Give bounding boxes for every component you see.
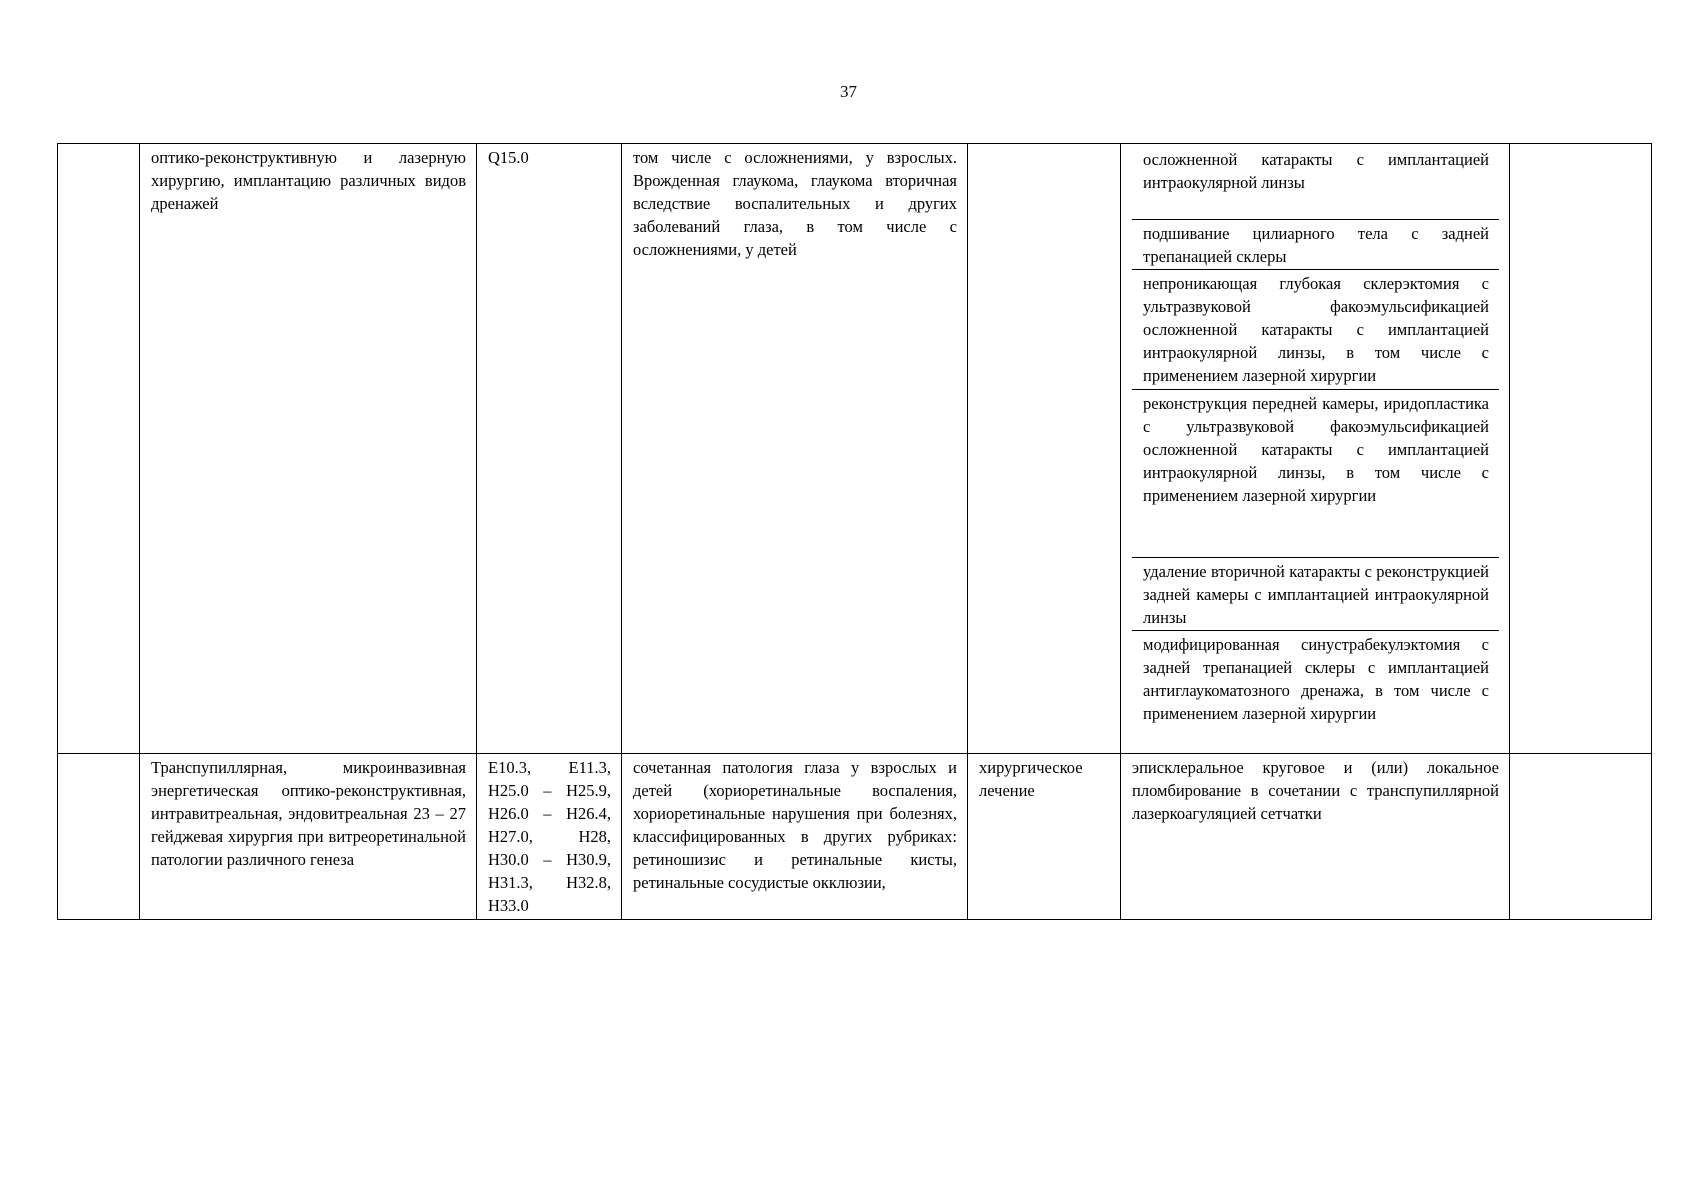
cell-cost [1510,754,1652,920]
procedures-table [57,143,1652,920]
cell-patient-model: сочетанная патология глаза у взрослых и детей (хориоретинальные воспаления, хориоретинальные нарушения при болезнях, классифицированных в других рубриках: ретиношизис и ретинальные кисты, ретинальные сосудистые окклюзии, [622,754,968,920]
cell-cost [1510,144,1652,754]
cell-icd-codes: Q15.0 [477,144,622,754]
cell-treatment-type: хирургическое лечение [968,754,1121,920]
table-row [58,144,1652,754]
cell-treatment-type [968,144,1121,754]
cell-treatment-method: эписклеральное круговое и (или) локальное пломбирование в сочетании с транспупиллярной лазеркоагуляцией сетчатки [1121,754,1510,920]
cell-number [58,144,140,754]
table-row [58,754,1652,920]
method-item: непроникающая глубокая склерэктомия с ультразвуковой факоэмульсификацией осложненной катаракты с имплантацией интраокулярной линзы, в том числе с применением лазерной хирургии [1132,270,1499,390]
cell-treatment-methods [1121,144,1510,754]
method-item: удаление вторичной катаракты с реконструкцией задней камеры с имплантацией интраокулярной линзы [1132,558,1499,631]
method-item: осложненной катаракты с имплантацией интраокулярной линзы [1132,146,1499,220]
cell-care-type: оптико-реконструктивную и лазерную хирургию, имплантацию различных видов дренажей [140,144,477,754]
method-item: подшивание цилиарного тела с задней трепанацией склеры [1132,220,1499,270]
cell-icd-codes: E10.3, E11.3, H25.0 – H25.9, H26.0 – H26.4, H27.0, H28, H30.0 – H30.9, H31.3, H32.8, H33.0 [477,754,622,920]
method-item: модифицированная синустрабекулэктомия с задней трепанацией склеры с имплантацией антиглаукоматозного дренажа, в том числе с применением лазерной хирургии [1143,635,1489,723]
method-item: реконструкция передней камеры, иридопластика с ультразвуковой факоэмульсификацией осложненной катаракты с имплантацией интраокулярной линзы, в том числе с применением лазерной хирургии [1132,390,1499,558]
cell-care-type: Транспупиллярная, микроинвазивная энергетическая оптико-реконструктивная, интравитреальная, эндовитреальная 23 – 27 гейджевая хирургия при витреоретинальной патологии различного генеза [140,754,477,920]
cell-number [58,754,140,920]
cell-patient-model: том числе с осложнениями, у взрослых. Врожденная глаукома, глаукома вторичная вследствие воспалительных и других заболеваний глаза, в том числе с осложнениями, у детей [622,144,968,754]
page-number: 37 [840,82,857,101]
